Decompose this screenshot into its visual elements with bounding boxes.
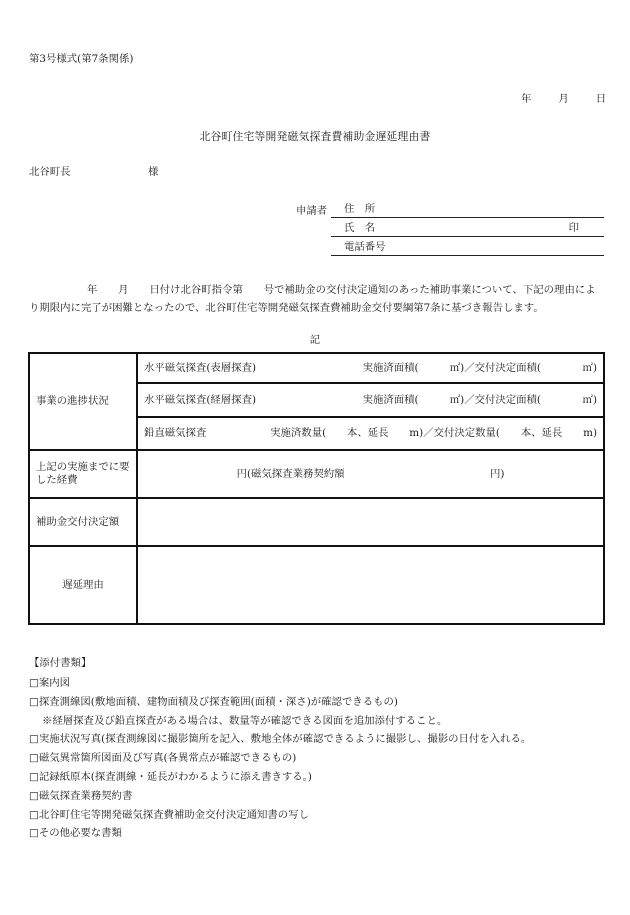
progress-cell[interactable]: [137, 383, 604, 417]
list-item: □磁気探査業務契約書: [29, 789, 133, 802]
progress-value: 実施済数量( 本、延長 m)／交付決定数量( 本、延長 m): [270, 427, 597, 439]
phone-label: 電話番号: [344, 241, 386, 253]
ki-heading: 記: [309, 334, 321, 346]
table-row: [29, 498, 604, 546]
cost-value: 円(磁気探査業務契約額 円): [236, 467, 505, 480]
body-paragraph: [29, 281, 605, 317]
list-item: □北谷町住宅等開発磁気探査費補助金交付決定通知書の写し: [29, 808, 309, 821]
method-label: 鉛直磁気探査: [144, 427, 207, 439]
method-label: 水平磁気探査(表層探査): [144, 361, 257, 374]
progress-value: 実施済面積( ㎡)／交付決定面積( ㎡): [362, 393, 597, 406]
form-number: 第3号様式(第7条関係): [29, 53, 134, 65]
date-line: [521, 93, 606, 106]
addressee: [29, 166, 159, 179]
delay-cell[interactable]: [137, 546, 604, 624]
seal-mark: 印: [568, 222, 579, 234]
list-item: □探査測線図(敷地面積、建物面積及び探査範囲(面積・深さ)が確認できるもの): [29, 695, 398, 708]
addressee-name: 北谷町長: [29, 166, 71, 178]
list-item: □磁気異常箇所図面及び写真(各異常点が確認できるもの): [29, 752, 297, 765]
document-title: 北谷町住宅等開発磁気探査費補助金遅延理由書: [199, 130, 431, 143]
applicant-label: 申請者: [296, 205, 328, 217]
attachments-heading: 【添付書類】: [29, 657, 92, 669]
report-table: [28, 352, 605, 625]
list-item: □実施状況写真(探査測線図に撮影箇所を記入、敷地全体が確認できるように撮影し、撮影の日付を入れる。: [29, 733, 532, 746]
address-label: 住 所: [344, 203, 376, 215]
applicant-address-field[interactable]: [331, 202, 604, 218]
decision-cell[interactable]: [137, 498, 604, 546]
delay-label: 遅延理由: [29, 546, 137, 624]
method-label: 水平磁気探査(経層探査): [144, 393, 257, 406]
progress-cell[interactable]: [137, 417, 604, 450]
progress-cell[interactable]: [137, 353, 604, 383]
table-row: [29, 450, 604, 498]
date-year: 年: [521, 93, 532, 105]
applicant-name-field[interactable]: [331, 221, 604, 237]
cost-label: 上記の実施までに要した経費: [29, 450, 137, 498]
progress-value: 実施済面積( ㎡)／交付決定面積( ㎡): [362, 361, 597, 374]
list-item: □記録紙原本(探査測線・延長がわかるように添え書きする。): [29, 770, 312, 783]
addressee-honorific: 様: [148, 166, 159, 178]
cost-cell[interactable]: [137, 450, 604, 498]
body-text: 年 月 日付け北谷町指令第 号で補助金の交付決定通知のあった補助事業について、下記の理由により期限内に完了が困難となったので、北谷町住宅等開発磁気探査費補助金交付要綱第7条に基づき報告します。: [29, 284, 596, 314]
applicant-phone-field[interactable]: [331, 240, 604, 256]
table-row: [29, 546, 604, 624]
decision-label: 補助金交付決定額: [29, 498, 137, 546]
list-item-note: ※経層探査及び鉛直探査がある場合は、数量等が確認できる図面を追加添付すること。: [42, 714, 448, 727]
list-item: □案内図: [29, 677, 70, 689]
date-day: 日: [595, 93, 607, 105]
progress-label: 事業の進捗状況: [29, 353, 137, 450]
name-label: 氏 名: [344, 222, 376, 234]
attachments-list: [29, 677, 531, 846]
date-month: 月: [558, 93, 569, 105]
list-item: □その他必要な書類: [29, 827, 122, 840]
table-row: [29, 353, 604, 383]
